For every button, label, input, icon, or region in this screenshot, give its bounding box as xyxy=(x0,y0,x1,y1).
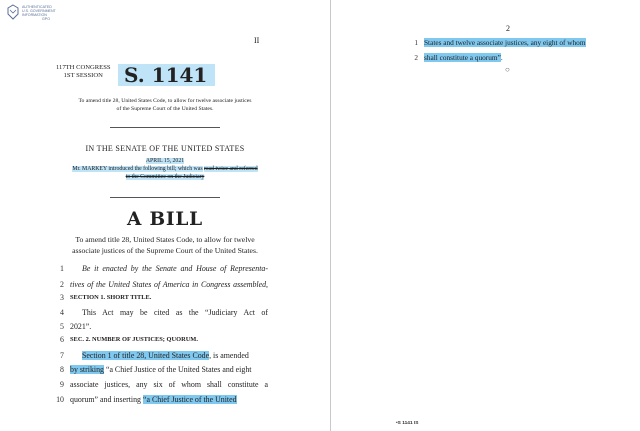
eagle-seal-icon xyxy=(6,4,20,20)
chamber-title: IN THE SENATE OF THE UNITED STATES xyxy=(85,144,245,153)
line-number: 10 xyxy=(56,395,64,404)
line-text: This Act may be cited as the “Judiciary Act of xyxy=(82,308,268,317)
divider xyxy=(110,127,220,128)
congress-label: 117TH CONGRESS xyxy=(56,64,111,71)
bill-number[interactable]: S. 1141 xyxy=(118,64,215,86)
line-text: tives of the United States of America in Congress assembled, xyxy=(70,280,268,289)
line-number: 3 xyxy=(60,293,64,302)
end-marker-icon: ○ xyxy=(505,65,510,74)
committee-referral[interactable]: to the Committee on the Judiciary xyxy=(125,174,205,180)
bill-summary xyxy=(40,98,290,113)
highlighted-text[interactable]: shall constitute a quorum” xyxy=(424,53,501,62)
bill-line[interactable] xyxy=(52,334,268,345)
line-number: 2 xyxy=(60,280,64,289)
line-number: 7 xyxy=(60,351,64,360)
bill-line[interactable] xyxy=(52,394,268,405)
document-page-2[interactable] xyxy=(334,0,640,431)
summary-line: of the Supreme Court of the United States. xyxy=(116,105,214,112)
bill-line[interactable] xyxy=(52,292,268,303)
long-title-line: associate justices of the Supreme Court of the United States. xyxy=(72,246,258,255)
highlighted-text[interactable]: Section 1 of title 28, United States Code xyxy=(82,351,210,360)
line-number: 9 xyxy=(60,380,64,389)
summary-line: To amend title 28, United States Code, to allow for twelve associate justices xyxy=(78,98,252,104)
divider xyxy=(110,197,220,198)
highlighted-text[interactable]: by striking xyxy=(70,365,104,374)
line-text: associate justices, any six of whom shall constitute a xyxy=(70,380,268,389)
introduction-text[interactable]: Mr. MARKEY introduced the following bill; which was xyxy=(72,166,203,172)
line-number: 1 xyxy=(414,38,418,47)
bill-line[interactable] xyxy=(52,279,268,290)
logo-line: U.S. GOVERNMENT xyxy=(22,9,56,13)
page-roman-numeral: II xyxy=(254,36,260,45)
line-text: , is amended xyxy=(209,351,249,360)
highlighted-text[interactable]: “a Chief Justice of the United xyxy=(142,395,237,404)
section-heading: SEC. 2. NUMBER OF JUSTICES; QUORUM. xyxy=(70,336,198,343)
congress-session xyxy=(56,64,111,80)
highlighted-text[interactable]: States and twelve associate justices, any eight of whom xyxy=(424,38,586,47)
long-title-line: To amend title 28, United States Code, to allow for twelve xyxy=(75,235,255,244)
introduction-date[interactable]: APRIL 15, 2021 xyxy=(145,158,185,164)
line-number: 4 xyxy=(60,308,64,317)
introduction-struck-text[interactable]: read twice and referred xyxy=(204,166,258,172)
logo-line: GPO xyxy=(42,17,50,21)
bill-line[interactable] xyxy=(406,52,626,63)
line-number: 2 xyxy=(414,53,418,62)
bill-line[interactable] xyxy=(52,364,268,375)
bill-line[interactable] xyxy=(406,37,626,48)
section-heading: SECTION 1. SHORT TITLE. xyxy=(70,294,152,301)
a-bill-heading: A BILL xyxy=(127,209,203,230)
page-number: 2 xyxy=(506,24,510,33)
line-number: 6 xyxy=(60,335,64,344)
line-text: . xyxy=(500,53,503,62)
bill-line[interactable] xyxy=(52,321,268,332)
introduction-block xyxy=(30,157,300,181)
page-footer: •S 1141 IS xyxy=(396,421,419,426)
logo-line: AUTHENTICATED xyxy=(22,5,52,9)
bill-line[interactable] xyxy=(52,379,268,390)
bill-line[interactable] xyxy=(52,350,268,361)
line-text: “a Chief Justice of the United States and eight xyxy=(103,365,252,374)
session-label: 1ST SESSION xyxy=(63,72,103,79)
line-text: Be it enacted by the Senate and House of Representa- xyxy=(82,264,268,273)
logo-line: INFORMATION xyxy=(22,13,47,17)
long-title xyxy=(30,234,300,256)
line-text: 2021”. xyxy=(70,322,92,331)
bill-line[interactable] xyxy=(52,307,268,318)
line-number: 8 xyxy=(60,365,64,374)
line-text: quorum” and inserting xyxy=(70,395,143,404)
line-number: 1 xyxy=(60,264,64,273)
bill-line[interactable] xyxy=(52,263,268,274)
gpo-authenticated-logo xyxy=(6,4,66,22)
line-number: 5 xyxy=(60,322,64,331)
